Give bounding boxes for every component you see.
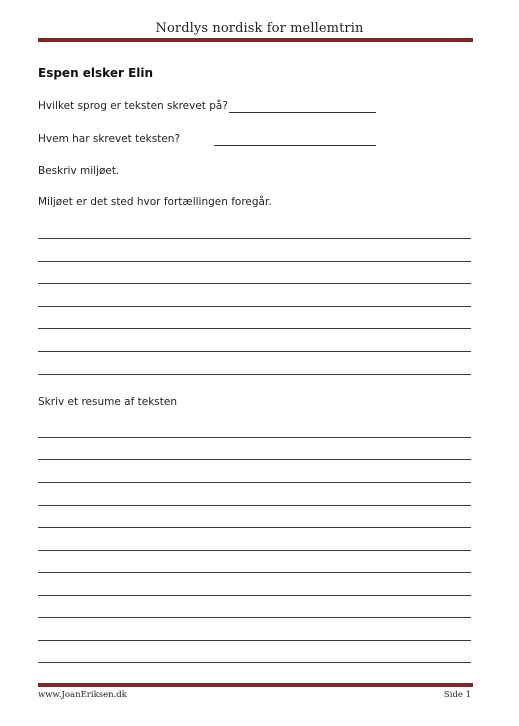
writing-line[interactable]: [38, 617, 471, 618]
question-summary: Skriv et resume af teksten: [38, 396, 177, 408]
header-rule: [38, 38, 473, 42]
question-author: Hvem har skrevet teksten?: [38, 133, 181, 145]
writing-line[interactable]: [38, 261, 471, 262]
header-title: Nordlys nordisk for mellemtrin: [155, 21, 364, 36]
footer-page-number: Side 1: [443, 690, 471, 700]
footer-rule: [38, 683, 473, 687]
writing-line[interactable]: [38, 306, 471, 307]
writing-line[interactable]: [38, 482, 471, 483]
writing-line[interactable]: [38, 595, 471, 596]
writing-line[interactable]: [38, 437, 471, 438]
question-language: Hvilket sprog er teksten skrevet på?: [38, 100, 228, 112]
writing-line[interactable]: [38, 572, 471, 573]
question-setting: Beskriv miljøet.: [38, 165, 120, 177]
footer-website: www.JoanEriksen.dk: [38, 690, 127, 700]
writing-line[interactable]: [38, 459, 471, 460]
writing-line[interactable]: [38, 505, 471, 506]
writing-line[interactable]: [38, 662, 471, 663]
worksheet-title: Espen elsker Elin: [38, 66, 154, 80]
writing-line[interactable]: [38, 328, 471, 329]
writing-line[interactable]: [38, 283, 471, 284]
writing-line[interactable]: [38, 527, 471, 528]
question-setting-help: Miljøet er det sted hvor fortællingen foregår.: [38, 196, 272, 208]
answer-blank-language[interactable]: [229, 112, 376, 113]
writing-line[interactable]: [38, 238, 471, 239]
writing-line[interactable]: [38, 640, 471, 641]
writing-line[interactable]: [38, 351, 471, 352]
writing-line[interactable]: [38, 550, 471, 551]
writing-line[interactable]: [38, 374, 471, 375]
answer-blank-author[interactable]: [214, 145, 376, 146]
